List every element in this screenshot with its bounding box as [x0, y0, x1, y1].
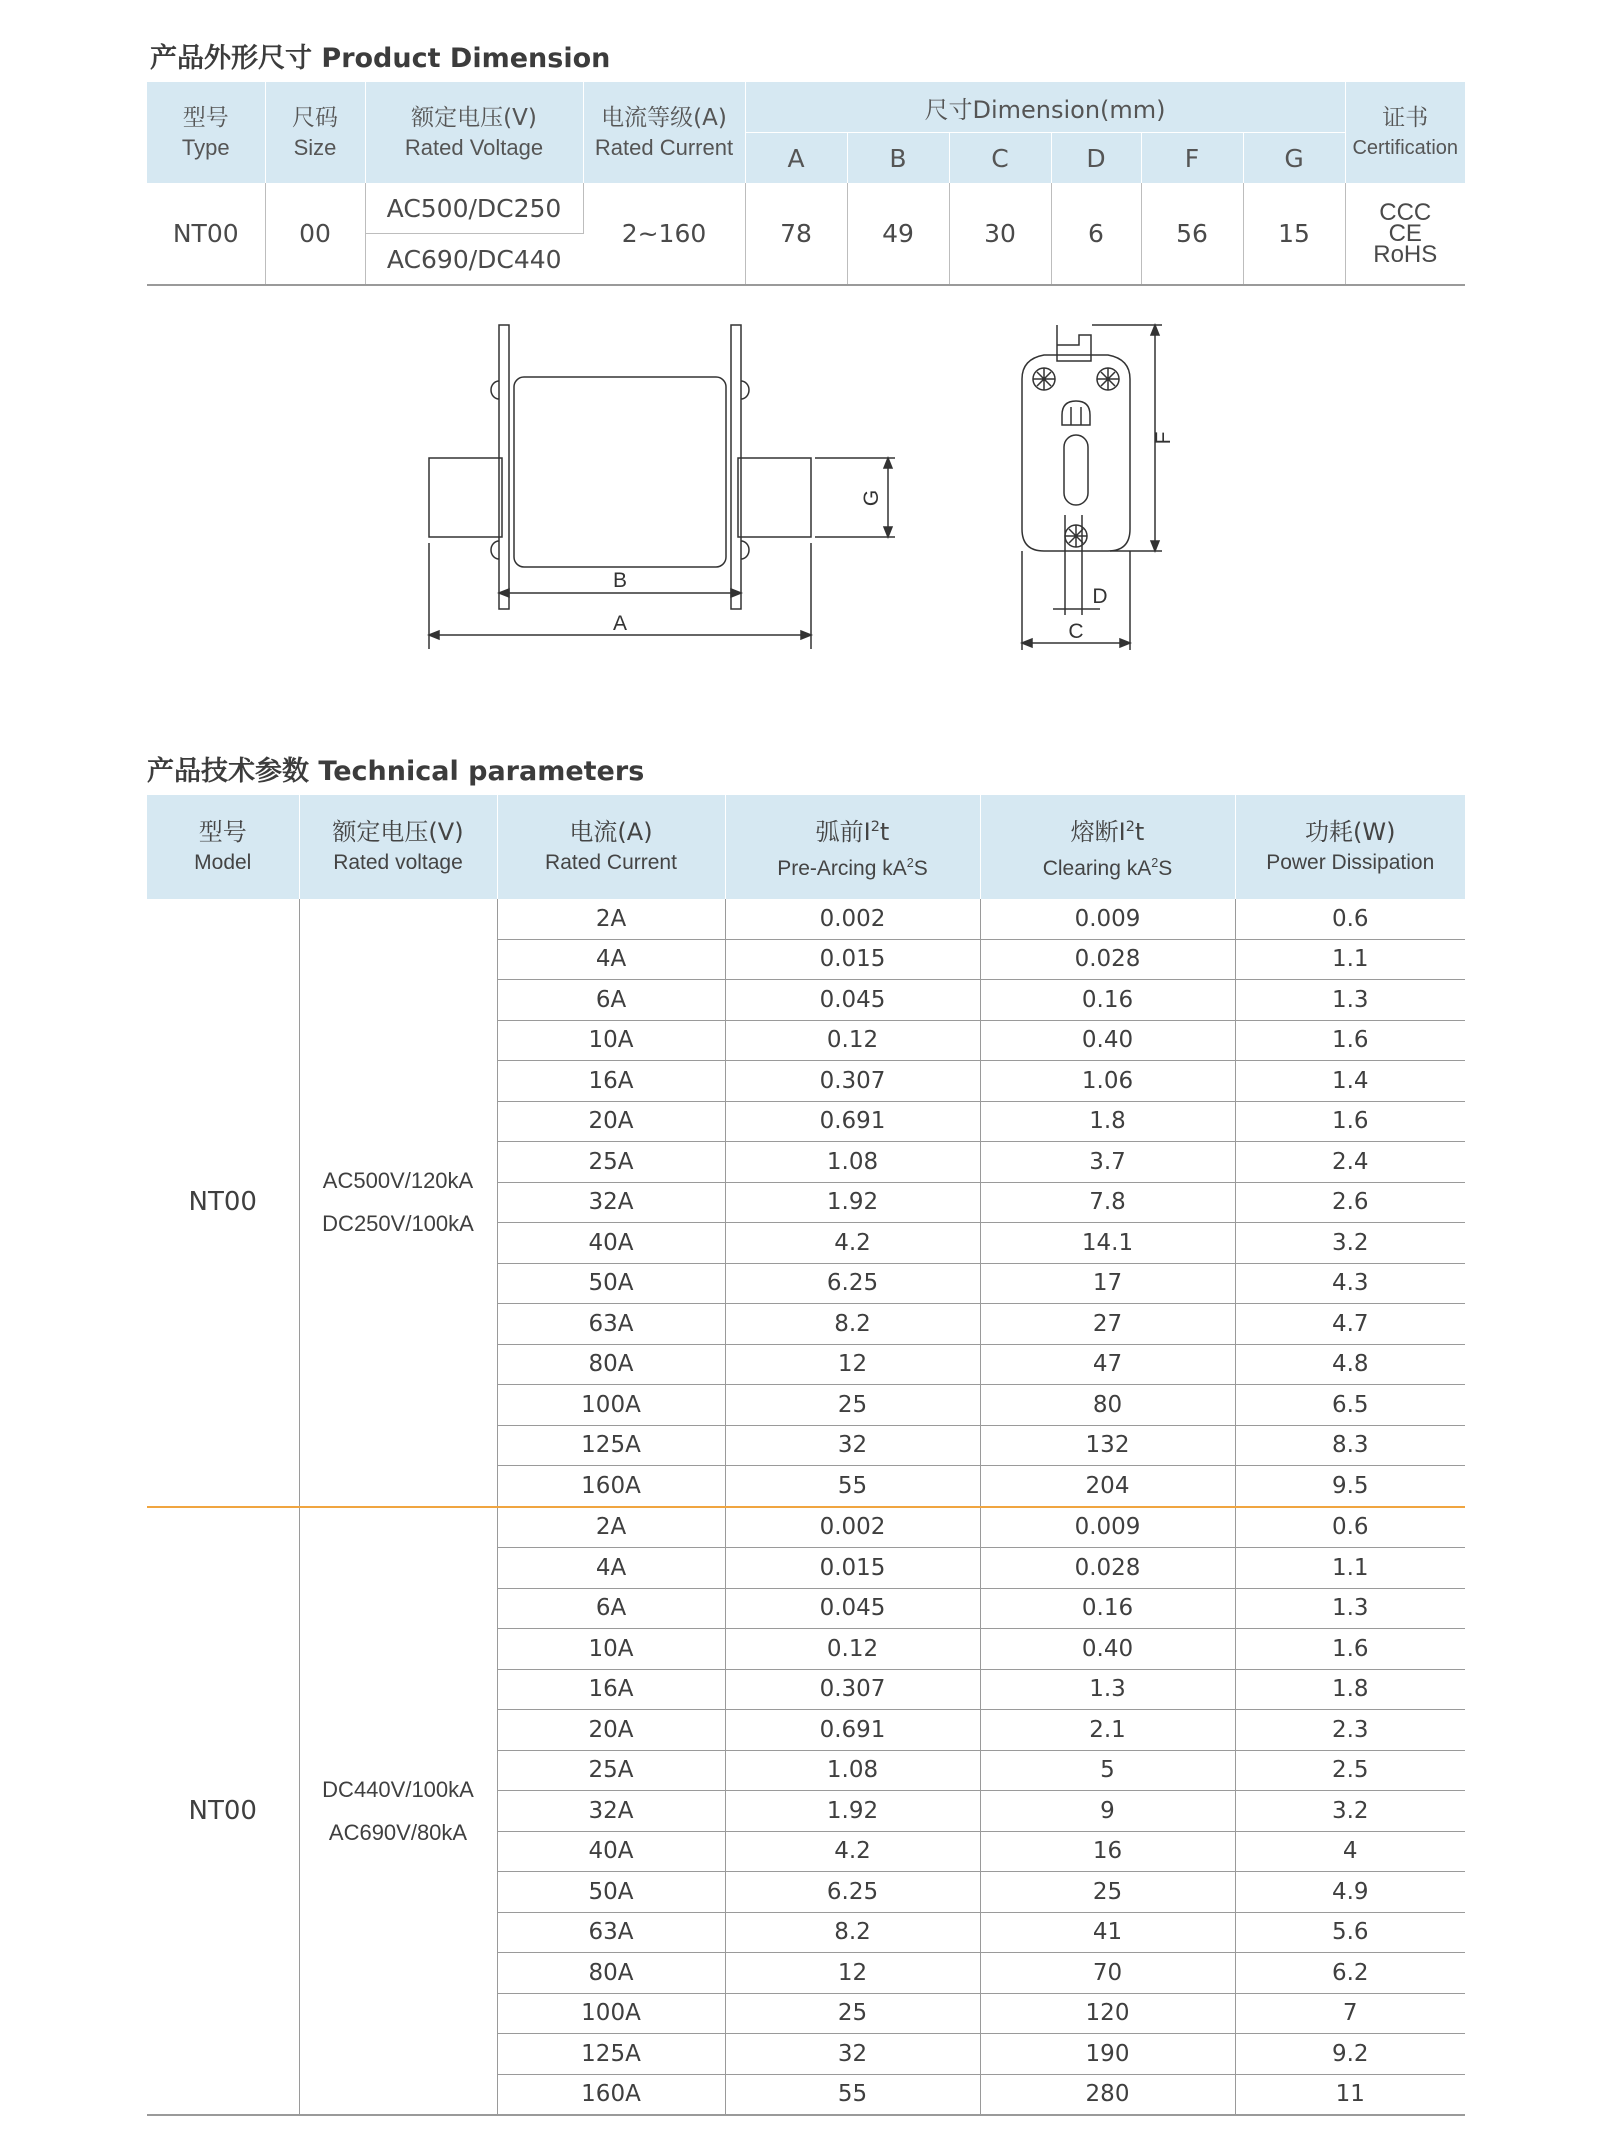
- header-dim-d: D: [1051, 133, 1141, 184]
- cell-power: 4.7: [1235, 1304, 1465, 1345]
- cell-pre-arcing: 32: [725, 2034, 980, 2075]
- cell-current: 25A: [497, 1142, 725, 1183]
- cell-pre-arcing: 0.002: [725, 899, 980, 939]
- cell-power: 1.8: [1235, 1669, 1465, 1710]
- header-dim-a: A: [745, 133, 847, 184]
- cell-current: 6A: [497, 980, 725, 1021]
- cell-pre-arcing: 55: [725, 2074, 980, 2115]
- cell-current: 10A: [497, 1629, 725, 1670]
- cell-power: 4: [1235, 1831, 1465, 1872]
- cell-power: 4.9: [1235, 1872, 1465, 1913]
- cell-power: 1.3: [1235, 980, 1465, 1021]
- cell-pre-arcing: 0.045: [725, 980, 980, 1021]
- table-row: [147, 1507, 1465, 1548]
- tech-group-2: [147, 1507, 1465, 2116]
- cell-power: 6.2: [1235, 1953, 1465, 1994]
- cell-pre-arcing: 0.015: [725, 939, 980, 980]
- cell-pre-arcing: 25: [725, 1993, 980, 2034]
- cell-pre-arcing: 12: [725, 1953, 980, 1994]
- cell-current: 80A: [497, 1953, 725, 1994]
- cell-clearing: 1.06: [980, 1061, 1235, 1102]
- cell-current: 10A: [497, 1020, 725, 1061]
- front-view-right-plate: [731, 325, 741, 609]
- cell-power: 0.6: [1235, 1507, 1465, 1548]
- header-current: 电流(A) Rated Current: [497, 795, 725, 899]
- cell-clearing: 5: [980, 1750, 1235, 1791]
- cell-size: 00: [265, 183, 365, 285]
- cell-clearing: 132: [980, 1425, 1235, 1466]
- section-title-dimension: 产品外形尺寸 Product Dimension: [150, 43, 611, 74]
- cell-type: NT00: [147, 183, 265, 285]
- label-a: A: [612, 612, 628, 635]
- cell-current: 50A: [497, 1263, 725, 1304]
- fuse-dimension-drawing: [410, 315, 1230, 675]
- cell-clearing: 280: [980, 2074, 1235, 2115]
- cell-power: 1.6: [1235, 1101, 1465, 1142]
- cell-voltage-2: AC690/DC440: [386, 244, 562, 274]
- header-rated-current: 电流等级(A) Rated Current: [583, 82, 745, 183]
- cell-pre-arcing: 0.307: [725, 1669, 980, 1710]
- cell-current: 2~160: [583, 183, 745, 285]
- cell-clearing: 7.8: [980, 1182, 1235, 1223]
- cell-dim-a: 78: [745, 183, 847, 285]
- cell-current: 40A: [497, 1831, 725, 1872]
- cell-power: 7: [1235, 1993, 1465, 2034]
- cell-current: 160A: [497, 2074, 725, 2115]
- cell-clearing: 1.3: [980, 1669, 1235, 1710]
- cell-current: 4A: [497, 939, 725, 980]
- cell-certification: [1345, 183, 1465, 285]
- cell-clearing: 27: [980, 1304, 1235, 1345]
- cell-current: 2A: [497, 899, 725, 939]
- cell-power: 1.3: [1235, 1588, 1465, 1629]
- section-title-technical: 产品技术参数 Technical parameters: [147, 756, 645, 787]
- cell-power: 8.3: [1235, 1425, 1465, 1466]
- cell-power: 5.6: [1235, 1912, 1465, 1953]
- cell-current: 20A: [497, 1101, 725, 1142]
- cert-ce: CE: [1388, 220, 1422, 247]
- cell-clearing: 9: [980, 1791, 1235, 1832]
- cell-power: 2.3: [1235, 1710, 1465, 1751]
- cell-clearing: 14.1: [980, 1223, 1235, 1264]
- cell-clearing: 0.16: [980, 980, 1235, 1021]
- cell-clearing: 0.009: [980, 1507, 1235, 1548]
- cell-dim-c: 30: [949, 183, 1051, 285]
- cell-pre-arcing: 8.2: [725, 1304, 980, 1345]
- cell-power: 2.6: [1235, 1182, 1465, 1223]
- cell-current: 125A: [497, 1425, 725, 1466]
- cell-clearing: 0.009: [980, 899, 1235, 939]
- voltage-line: DC440V/100kA: [322, 1776, 474, 1802]
- header-dim-b: B: [847, 133, 949, 184]
- cell-dim-b: 49: [847, 183, 949, 285]
- header-voltage: 额定电压(V) Rated voltage: [299, 795, 497, 899]
- cell-dim-f: 56: [1141, 183, 1243, 285]
- cell-power: 6.5: [1235, 1385, 1465, 1426]
- cell-pre-arcing: 1.92: [725, 1182, 980, 1223]
- cell-clearing: 204: [980, 1466, 1235, 1507]
- cell-clearing: 190: [980, 2034, 1235, 2075]
- header-dimension: 尺寸Dimension(mm): [745, 82, 1345, 133]
- cell-clearing: 25: [980, 1872, 1235, 1913]
- cell-power: 11: [1235, 2074, 1465, 2115]
- cell-current: 50A: [497, 1872, 725, 1913]
- cell-power: 1.4: [1235, 1061, 1465, 1102]
- cell-current: 63A: [497, 1912, 725, 1953]
- cell-pre-arcing: 0.691: [725, 1710, 980, 1751]
- cell-current: 25A: [497, 1750, 725, 1791]
- cell-current: 16A: [497, 1061, 725, 1102]
- cell-current: 80A: [497, 1344, 725, 1385]
- cell-clearing: 70: [980, 1953, 1235, 1994]
- cell-clearing: 1.8: [980, 1101, 1235, 1142]
- cell-pre-arcing: 12: [725, 1344, 980, 1385]
- label-b: B: [612, 569, 628, 592]
- cell-pre-arcing: 0.045: [725, 1588, 980, 1629]
- cell-clearing: 41: [980, 1912, 1235, 1953]
- front-view-body: [514, 377, 726, 567]
- technical-parameters-table: [147, 795, 1465, 2116]
- front-view-right-blade: [738, 458, 811, 537]
- cell-dim-d: 6: [1051, 183, 1141, 285]
- header-pre-arcing: 弧前$I^2t$ Pre-Arcing $kA^2S$: [725, 795, 980, 899]
- dimension-table: [147, 82, 1465, 286]
- cell-pre-arcing: 0.691: [725, 1101, 980, 1142]
- cell-clearing: 0.028: [980, 939, 1235, 980]
- header-power-dissipation: 功耗(W) Power Dissipation: [1235, 795, 1465, 899]
- cell-pre-arcing: 0.002: [725, 1507, 980, 1548]
- cell-pre-arcing: 6.25: [725, 1263, 980, 1304]
- cell-clearing: 0.16: [980, 1588, 1235, 1629]
- cell-clearing: 80: [980, 1385, 1235, 1426]
- cell-pre-arcing: 4.2: [725, 1223, 980, 1264]
- cell-pre-arcing: 1.08: [725, 1750, 980, 1791]
- cert-ccc: CCC: [1379, 199, 1432, 226]
- cell-power: 2.5: [1235, 1750, 1465, 1791]
- voltage-line: DC250V/100kA: [322, 1211, 474, 1237]
- cell-current: 4A: [497, 1548, 725, 1589]
- cell-pre-arcing: 1.92: [725, 1791, 980, 1832]
- cell-pre-arcing: 55: [725, 1466, 980, 1507]
- cell-power: 3.2: [1235, 1223, 1465, 1264]
- cell-current: 100A: [497, 1385, 725, 1426]
- cell-clearing: 0.40: [980, 1020, 1235, 1061]
- cell-pre-arcing: 0.015: [725, 1548, 980, 1589]
- cell-rated-voltage: [299, 899, 497, 1507]
- cell-power: 0.6: [1235, 899, 1465, 939]
- cell-power: 4.3: [1235, 1263, 1465, 1304]
- cell-current: 100A: [497, 1993, 725, 2034]
- cell-power: 1.1: [1235, 1548, 1465, 1589]
- cell-current: 2A: [497, 1507, 725, 1548]
- cell-current: 40A: [497, 1223, 725, 1264]
- cell-dim-g: 15: [1243, 183, 1345, 285]
- header-size: 尺码 Size: [265, 82, 365, 183]
- label-c: C: [1068, 620, 1084, 643]
- cell-current: 32A: [497, 1182, 725, 1223]
- header-clearing: 熔断$I^2t$ Clearing $kA^2S$: [980, 795, 1235, 899]
- header-certification: 证书 Certification: [1345, 82, 1465, 183]
- cell-rated-voltage: [299, 1507, 497, 2116]
- cell-pre-arcing: 0.307: [725, 1061, 980, 1102]
- cell-clearing: 3.7: [980, 1142, 1235, 1183]
- label-g: G: [860, 489, 883, 507]
- cell-power: 4.8: [1235, 1344, 1465, 1385]
- cell-current: 125A: [497, 2034, 725, 2075]
- cell-current: 6A: [497, 1588, 725, 1629]
- cell-current: 63A: [497, 1304, 725, 1345]
- cell-current: 32A: [497, 1791, 725, 1832]
- cell-power: 1.6: [1235, 1020, 1465, 1061]
- cell-voltage-1: AC500/DC250: [365, 183, 583, 234]
- cell-power: 1.6: [1235, 1629, 1465, 1670]
- cell-current: 20A: [497, 1710, 725, 1751]
- table-row: [147, 899, 1465, 939]
- cell-power: 9.2: [1235, 2034, 1465, 2075]
- voltage-line: AC690V/80kA: [328, 1819, 468, 1845]
- cell-clearing: 2.1: [980, 1710, 1235, 1751]
- label-f: F: [1152, 431, 1175, 445]
- cell-pre-arcing: 6.25: [725, 1872, 980, 1913]
- cell-clearing: 120: [980, 1993, 1235, 2034]
- cell-current: 160A: [497, 1466, 725, 1507]
- cell-pre-arcing: 25: [725, 1385, 980, 1426]
- cell-pre-arcing: 1.08: [725, 1142, 980, 1183]
- header-dim-f: F: [1141, 133, 1243, 184]
- cell-pre-arcing: 4.2: [725, 1831, 980, 1872]
- header-model: 型号 Model: [147, 795, 299, 899]
- front-view-left-plate: [499, 325, 509, 609]
- cell-model: NT00: [147, 1507, 299, 2116]
- cell-power: 3.2: [1235, 1791, 1465, 1832]
- front-view-left-blade: [429, 458, 502, 537]
- cell-pre-arcing: 8.2: [725, 1912, 980, 1953]
- header-rated-voltage: 额定电压(V) Rated Voltage: [365, 82, 583, 183]
- cell-clearing: 0.40: [980, 1629, 1235, 1670]
- tech-group-1: [147, 899, 1465, 1507]
- cert-rohs: RoHS: [1373, 241, 1438, 268]
- cell-power: 9.5: [1235, 1466, 1465, 1507]
- voltage-line: AC500V/120kA: [322, 1168, 474, 1194]
- cell-power: 1.1: [1235, 939, 1465, 980]
- header-dim-g: G: [1243, 133, 1345, 184]
- cell-model: NT00: [147, 899, 299, 1507]
- header-type: 型号 Type: [147, 82, 265, 183]
- cell-pre-arcing: 0.12: [725, 1020, 980, 1061]
- cell-pre-arcing: 0.12: [725, 1629, 980, 1670]
- cell-clearing: 17: [980, 1263, 1235, 1304]
- cell-current: 16A: [497, 1669, 725, 1710]
- header-dim-c: C: [949, 133, 1051, 184]
- cell-clearing: 16: [980, 1831, 1235, 1872]
- cell-clearing: 47: [980, 1344, 1235, 1385]
- label-d: D: [1092, 585, 1108, 608]
- cell-power: 2.4: [1235, 1142, 1465, 1183]
- cell-clearing: 0.028: [980, 1548, 1235, 1589]
- cell-pre-arcing: 32: [725, 1425, 980, 1466]
